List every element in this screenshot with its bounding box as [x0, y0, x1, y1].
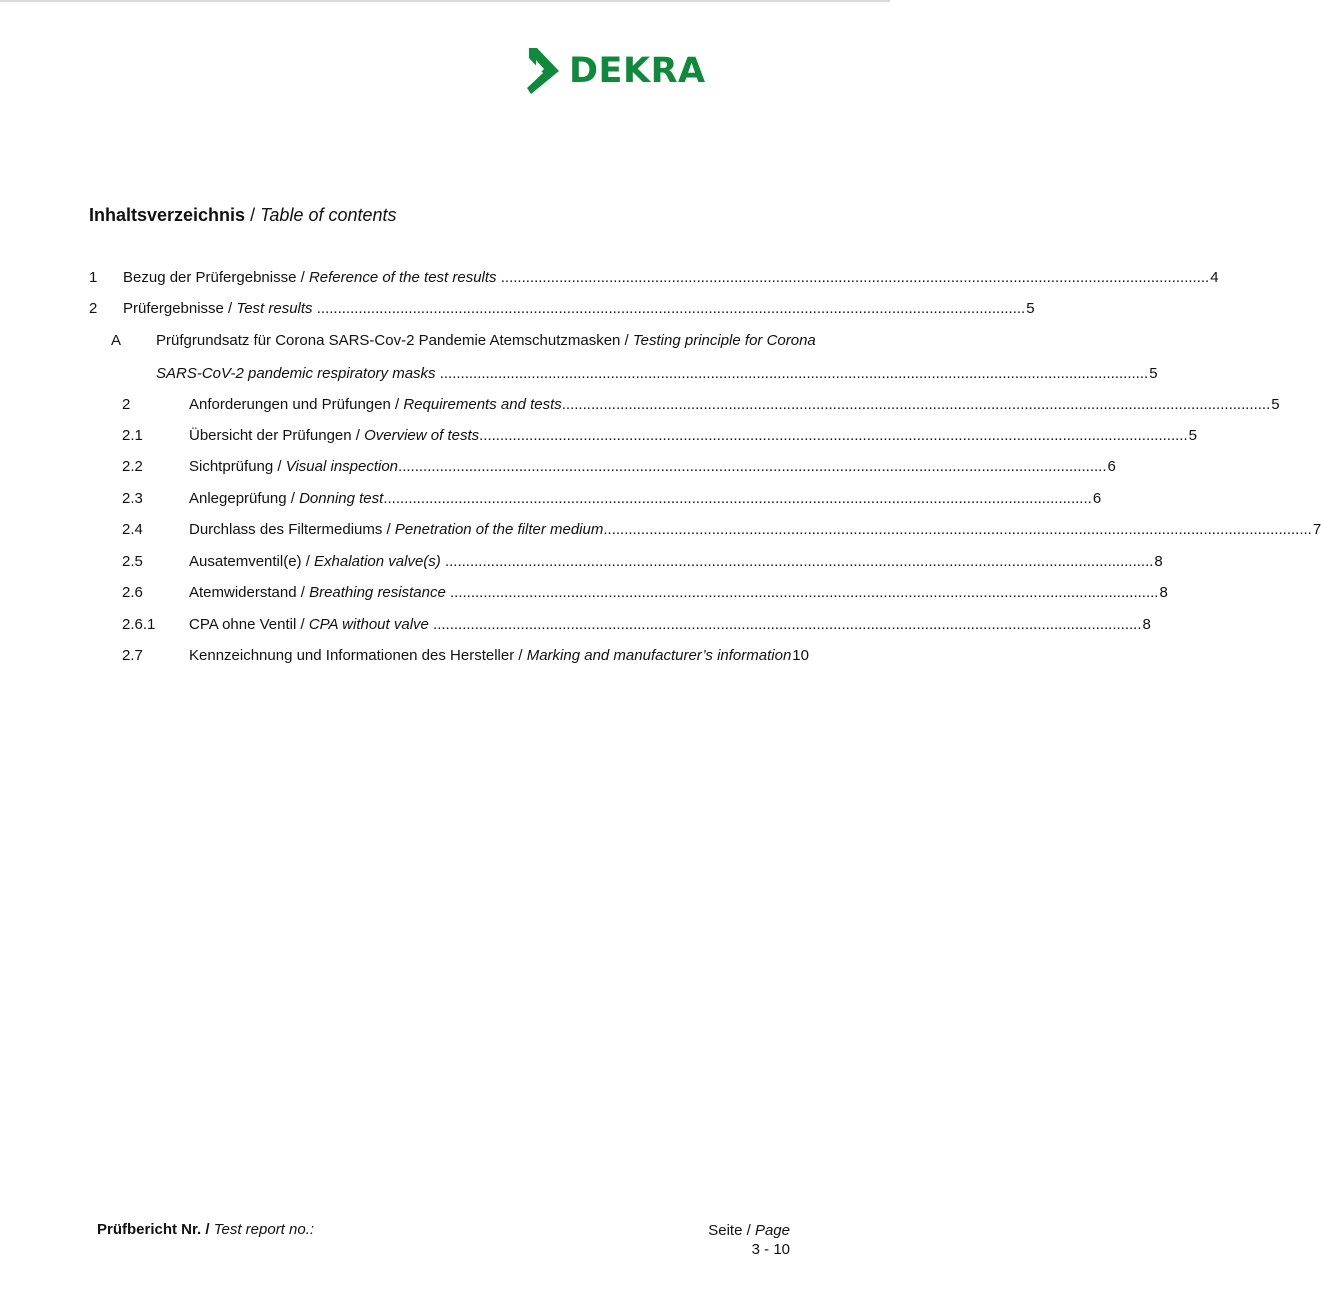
toc-entry[interactable]: [89, 266, 1219, 290]
footer-page-number: 3 - 10: [751, 1241, 790, 1258]
toc-heading: Inhaltsverzeichnis / Table of contents: [89, 205, 397, 225]
toc-leader-dots: ..........................................................................................................................................................................: [479, 427, 1188, 444]
toc-entry-number: 2.2: [122, 458, 143, 475]
footer-page-label: Seite / Page: [708, 1222, 790, 1239]
toc-entry-title-en-cont: SARS-CoV-2 pandemic respiratory masks: [156, 365, 436, 382]
toc-entry-title-de: Sichtprüfung /: [189, 458, 286, 475]
toc-entry-title-en: Visual inspection: [285, 458, 399, 475]
toc-leader-dots: ..........................................................................................................................................................................: [561, 396, 1271, 413]
toc-entry-number: 2: [89, 300, 98, 317]
toc-entry-number: A: [111, 332, 122, 349]
toc-entry[interactable]: [122, 550, 1163, 574]
toc-entry[interactable]: [89, 297, 1035, 321]
toc-entry[interactable]: [122, 518, 1321, 542]
toc-entry-number: 2.7: [122, 647, 143, 664]
toc-entry-number: 2: [122, 396, 131, 413]
toc-leader-dots: ..........................................................................................................................................................................: [435, 365, 1149, 382]
toc-entry-page: 7: [1312, 521, 1321, 538]
toc-entry[interactable]: [122, 581, 1168, 605]
toc-entry[interactable]: [122, 613, 1151, 637]
toc-entry-title-en: Exhalation valve(s): [314, 553, 441, 570]
toc-entry-title-de: Atemwiderstand /: [189, 584, 310, 601]
toc-entry-title-de: Ausatemventil(e) /: [189, 553, 315, 570]
toc-entry-page: 5: [1149, 365, 1158, 382]
toc-entry[interactable]: [122, 393, 1280, 417]
toc-entry-title-en: Breathing resistance: [309, 584, 446, 601]
toc-entry-page: 6: [1092, 490, 1102, 507]
toc-entry-number: 1: [89, 269, 98, 286]
toc-entry-page: 5: [1188, 427, 1197, 444]
toc-entry-number: 2.5: [122, 553, 143, 570]
toc-entry-page: 4: [1210, 269, 1219, 286]
dekra-wordmark: DEKRA: [569, 51, 706, 91]
toc-entry-number: 2.3: [122, 490, 143, 507]
toc-entry-title-en: Donning test: [299, 490, 384, 507]
toc-entry-page: 5: [1271, 396, 1280, 413]
toc-entry[interactable]: [122, 644, 862, 668]
toc-entry-page: 8: [1159, 584, 1168, 601]
dekra-logo: [525, 46, 706, 96]
toc-entry-title-en: CPA without valve: [308, 616, 429, 633]
toc-leader-dots: ..........................................................................................................................................................................: [312, 300, 1026, 317]
toc-entry-title-de: Anforderungen und Prüfungen /: [189, 396, 404, 413]
toc-entry-title-de: Durchlass des Filtermediums /: [189, 521, 395, 538]
toc-entry-continuation[interactable]: [156, 362, 1158, 386]
toc-leader-dots: ..........................................................................................................................................................................: [496, 269, 1210, 286]
toc-entry-title-en: Marking and manufacturer’s information: [526, 647, 792, 664]
toc-entry[interactable]: [111, 329, 845, 353]
toc-entry-title-de: CPA ohne Ventil /: [189, 616, 309, 633]
toc-entry[interactable]: [122, 455, 1116, 479]
toc-entry[interactable]: [122, 487, 1102, 511]
toc-entry-page: 8: [1154, 553, 1163, 570]
toc-leader-dots: ..........................................................................................................................................................................: [440, 553, 1154, 570]
toc-leader-dots: ..........................................................................................................................................................................: [603, 521, 1312, 538]
toc-entry-number: 2.4: [122, 521, 143, 538]
toc-entry-title-de: Prüfergebnisse /: [123, 300, 237, 317]
dekra-arrow-icon: [525, 46, 561, 96]
toc-entry-title-de: Anlegeprüfung /: [189, 490, 300, 507]
toc-leader-dots: ..........................................................................................................................................................................: [383, 490, 1092, 507]
page-top-border: [0, 0, 890, 2]
toc-entry-page: 6: [1107, 458, 1116, 475]
toc-entry-title-en: Requirements and tests: [403, 396, 562, 413]
toc-entry-title-en: Penetration of the filter medium: [394, 521, 604, 538]
toc-entry-title-en: Reference of the test results: [308, 269, 497, 286]
toc-entry-title-de: Bezug der Prüfergebnisse /: [123, 269, 309, 286]
toc-entry-page: 10: [792, 647, 809, 664]
toc-entry-number: 2.6.1: [122, 616, 156, 633]
toc-entry-page: 8: [1142, 616, 1151, 633]
toc-leader-dots: ..........................................................................................................................................................................: [445, 584, 1159, 601]
toc-entry-number: 2.1: [122, 427, 143, 444]
toc-entry-title-de: Übersicht der Prüfungen /: [189, 427, 365, 444]
toc-entry-title-en: Test results: [236, 300, 313, 317]
toc-entry-title-de: Prüfgrundsatz für Corona SARS-Cov-2 Pandemie Atemschutzmasken /: [156, 332, 633, 349]
footer-report-number: Prüfbericht Nr. / Test report no.:: [97, 1221, 315, 1238]
toc-entry-title-en: Overview of tests: [364, 427, 480, 444]
footer-page-info: [700, 1221, 790, 1259]
toc-entry-title-en: Testing principle for Corona: [632, 332, 816, 349]
toc-leader-dots: ..........................................................................................................................................................................: [428, 616, 1142, 633]
toc-leader-dots: ..........................................................................................................................................................................: [398, 458, 1107, 475]
toc-entry-title-de: Kennzeichnung und Informationen des Hersteller /: [189, 647, 527, 664]
toc-entry[interactable]: [122, 424, 1197, 448]
toc-entry-page: 5: [1026, 300, 1035, 317]
toc-entry-number: 2.6: [122, 584, 143, 601]
